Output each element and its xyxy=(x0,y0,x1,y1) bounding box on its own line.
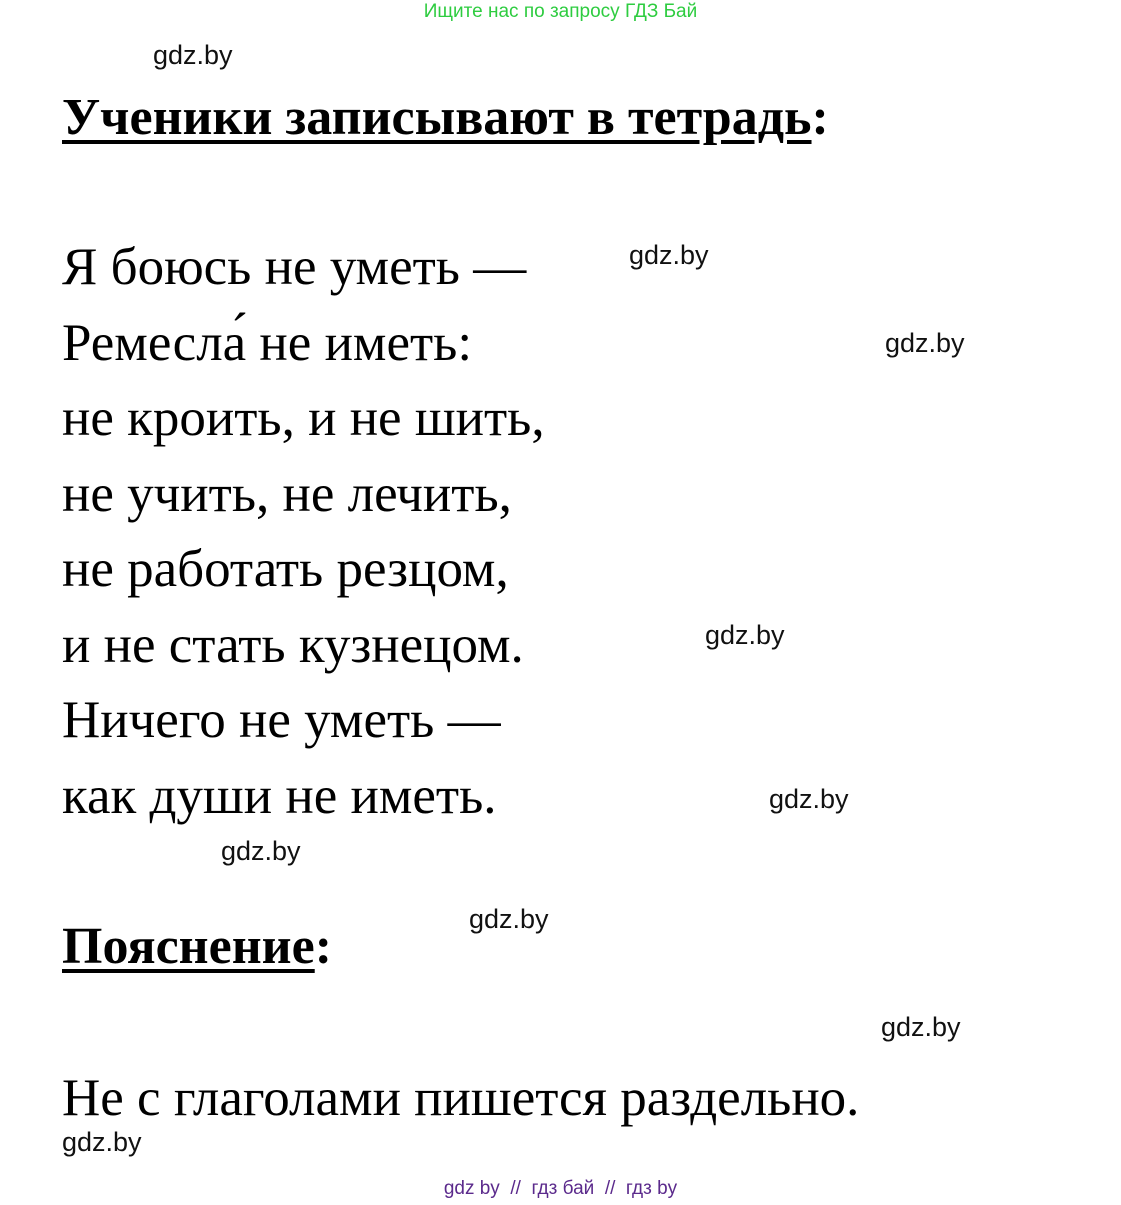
watermark: gdz.by xyxy=(469,904,549,934)
poem-line: Ремесла́ не иметь: xyxy=(62,313,473,372)
watermark: gdz.by xyxy=(881,1012,961,1042)
search-banner: Ищите нас по запросу ГДЗ Бай xyxy=(423,1,698,22)
watermark: gdz.by xyxy=(221,836,301,866)
poem-line: не учить, не лечить, xyxy=(62,464,512,523)
explanation-text: Не с глаголами пишется раздельно. xyxy=(62,1069,860,1127)
watermark: gdz.by xyxy=(885,328,965,358)
poem-line: и не стать кузнецом. xyxy=(62,615,524,674)
watermark: gdz.by xyxy=(153,40,233,70)
poem xyxy=(62,230,545,834)
watermark: gdz.by xyxy=(62,1127,142,1157)
explanation-heading: Пояснение: xyxy=(62,918,333,975)
watermark: gdz.by xyxy=(629,240,709,270)
footer-links: gdz by // гдз бай // гдз by xyxy=(443,1178,678,1199)
section-heading: Ученики записывают в тетрадь: xyxy=(62,89,829,146)
poem-line: как души не иметь. xyxy=(62,766,497,825)
watermark: gdz.by xyxy=(705,620,785,650)
poem-line: Я боюсь не уметь — xyxy=(62,238,527,296)
poem-line: не кроить, и не шить, xyxy=(62,389,545,447)
watermark: gdz.by xyxy=(769,784,849,814)
poem-line: Ничего не уметь — xyxy=(62,691,501,749)
poem-line: не работать резцом, xyxy=(62,540,509,598)
